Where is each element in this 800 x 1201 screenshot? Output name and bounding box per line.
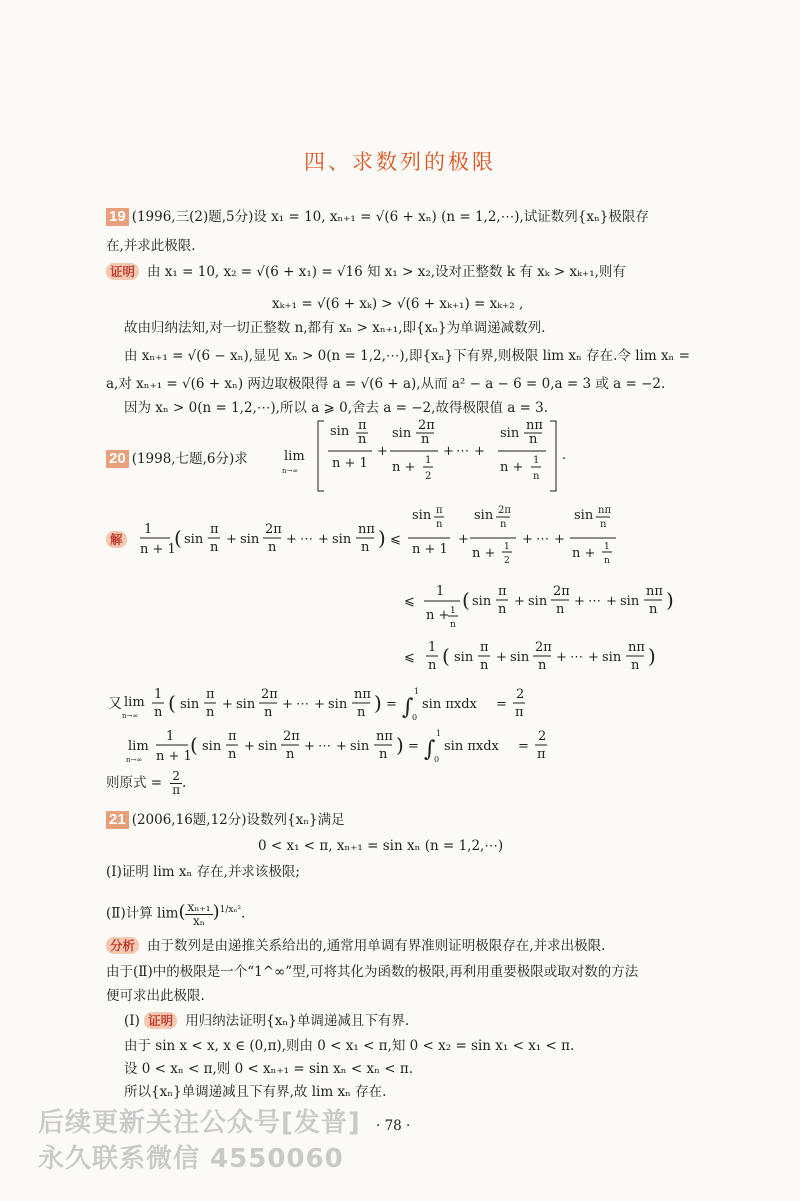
sin-label: sin xyxy=(258,739,278,754)
problem-20-text: (1998,七题,6分)求 xyxy=(131,451,248,467)
frac-num: nπ xyxy=(358,522,375,537)
frac-den: n + 1 xyxy=(156,749,192,764)
frac-den: n xyxy=(533,471,540,482)
proof-tag: 证明 xyxy=(144,1012,177,1029)
frac-num: 2 xyxy=(516,687,525,702)
plus-sign: + xyxy=(496,650,507,665)
frac-num: nπ xyxy=(526,418,543,433)
proof-21-line-c: 所以{xₙ}单调递减且下有界,故 lim xₙ 存在. xyxy=(124,1084,387,1100)
dots: ⋯ xyxy=(536,532,549,547)
frac-den: n xyxy=(154,705,163,720)
frac-num: 1 xyxy=(604,542,610,552)
le-sign: ⩽ xyxy=(404,594,415,609)
plus-sign: + xyxy=(474,444,485,459)
frac-den: n + 1 xyxy=(140,542,176,557)
plus-sign: + xyxy=(606,594,617,609)
solution-20-line1 xyxy=(140,505,700,575)
eq-sign: = xyxy=(408,739,419,754)
plus-sign: + xyxy=(286,532,297,547)
right-bracket xyxy=(550,421,556,491)
frac-den: n xyxy=(206,705,215,720)
frac-den: 2 xyxy=(504,556,510,566)
plus-sign: + xyxy=(244,739,255,754)
frac-num: 1 xyxy=(504,542,510,552)
frac-den: n xyxy=(379,747,388,762)
plus-sign: + xyxy=(318,532,329,547)
eq-sign: = xyxy=(386,697,397,712)
sin-label: sin xyxy=(184,532,204,547)
analysis-tag: 分析 xyxy=(106,937,139,954)
paren: ) xyxy=(374,691,382,715)
paren: ( xyxy=(462,588,470,612)
plus-sign: + xyxy=(554,532,565,547)
dots: ⋯ xyxy=(456,444,469,459)
section-title: 四、求数列的极限 xyxy=(304,150,496,174)
frac-num: π xyxy=(206,687,215,702)
proof-part-label: (Ⅰ) xyxy=(124,1013,140,1029)
paren: ( xyxy=(190,733,198,757)
q2-numerator: xₙ₊₁ xyxy=(187,899,211,914)
frac-den: n + xyxy=(426,608,450,623)
plus-sign: + xyxy=(574,594,585,609)
plus-sign: + xyxy=(443,444,454,459)
frac-den: n xyxy=(357,705,366,720)
plus-sign: + xyxy=(336,739,347,754)
sin-label: sin xyxy=(180,697,200,712)
frac-den: 2 xyxy=(425,471,432,482)
frac-num: nπ xyxy=(628,640,645,655)
frac-num: 1 xyxy=(533,455,540,466)
plus-sign: + xyxy=(314,697,325,712)
frac-num: 2π xyxy=(283,729,300,744)
sin-label: sin xyxy=(240,532,260,547)
sin-label: sin xyxy=(350,739,370,754)
sin-label: sin xyxy=(528,594,548,609)
frac-den: n xyxy=(556,602,565,617)
integral-upper: 1 xyxy=(436,729,442,738)
frac-den: n xyxy=(538,658,547,673)
problem-21-head xyxy=(106,810,345,830)
frac-num: π xyxy=(436,505,443,516)
lim-subscript: n→∞ xyxy=(126,756,143,764)
frac-num: 1 xyxy=(436,584,445,599)
integral-upper: 1 xyxy=(414,687,420,696)
problem-19-line1: (1996,三(2)题,5分)设 x₁ = 10, xₙ₊₁ = √(6 + xₙ) (n = 1,2,⋯),试证数列{xₙ}极限存 xyxy=(131,209,649,225)
frac-num: π xyxy=(498,584,507,599)
plus-sign: + xyxy=(522,532,533,547)
proof-21-head xyxy=(124,1011,409,1031)
proof-21-line-b: 设 0 < xₙ < π,则 0 < xₙ₊₁ = sin xₙ < xₙ < π. xyxy=(124,1061,414,1077)
watermark-line2: 永久联系微信 4550060 xyxy=(38,1144,344,1174)
paren: ( xyxy=(442,644,450,668)
frac-den: n xyxy=(498,602,507,617)
problem-19-statement xyxy=(106,207,649,227)
frac-num: 1 xyxy=(166,729,175,744)
frac-den: n xyxy=(604,556,610,566)
frac-den: n + xyxy=(572,546,596,561)
question2-fraction xyxy=(185,901,212,928)
frac-den: n xyxy=(421,432,430,447)
frac-num: π xyxy=(210,522,219,537)
eq-sign: = xyxy=(496,697,507,712)
solution-tag-row xyxy=(106,530,135,550)
frac-den: n xyxy=(361,540,370,555)
problem-21-condition: 0 < x₁ < π, xₙ₊₁ = sin xₙ (n = 1,2,⋯) xyxy=(258,838,504,854)
frac-num: 2π xyxy=(261,687,278,702)
sin-label: sin xyxy=(392,426,412,441)
sin-label: sin xyxy=(236,697,256,712)
paren: ) xyxy=(396,733,404,757)
frac-den: n xyxy=(210,540,219,555)
plus-sign: + xyxy=(556,650,567,665)
problem-21-question2: (Ⅱ)计算 lim( $\frac{\text{xₙ₊₁}}{\text{xₙ}}$ )$^{1/x_n^2}$. xyxy=(106,899,246,928)
frac-num: π xyxy=(358,418,367,433)
sin-label: sin xyxy=(472,594,492,609)
lim-symbol: lim xyxy=(128,739,149,754)
frac-den: n + 1 xyxy=(412,542,448,557)
frac-den: n xyxy=(358,432,367,447)
sin-label: sin xyxy=(510,650,530,665)
sin-label: sin xyxy=(620,594,640,609)
solution-20-limit2 xyxy=(124,724,624,770)
frac-den: n xyxy=(600,519,607,530)
frac-num: 1 xyxy=(428,640,437,655)
frac-num: nπ xyxy=(376,729,393,744)
left-bracket xyxy=(318,421,324,491)
proof-19-line1 xyxy=(106,262,626,282)
also-label: 又 xyxy=(108,696,122,712)
result-prefix: 则原式 = xyxy=(106,775,163,791)
proof-19-line3: 故由归纳法知,对一切正整数 n,都有 xₙ > xₙ₊₁,即{xₙ}为单调递减数列. xyxy=(124,320,546,336)
lim-subscript: n→∞ xyxy=(282,467,299,475)
analysis-text1: 由于数列是由递推关系给出的,通常用单调有界准则证明极限存在,并求出极限. xyxy=(147,938,606,954)
sin-label: sin xyxy=(454,650,474,665)
le-sign: ⩽ xyxy=(404,650,415,665)
paren: ) xyxy=(378,526,386,550)
plus-sign: + xyxy=(304,739,315,754)
sin-label: sin xyxy=(602,650,622,665)
le-sign: ⩽ xyxy=(390,532,401,547)
frac-num: 1 xyxy=(154,687,163,702)
problem-number: 19 xyxy=(106,208,129,226)
result-line xyxy=(106,770,186,797)
problem-19-line2: 在,并求此极限. xyxy=(106,238,196,254)
paren: ) xyxy=(666,588,674,612)
plus-sign: + xyxy=(514,594,525,609)
frac-num: 1 xyxy=(425,455,432,466)
page-number: · 78 · xyxy=(376,1118,411,1134)
problem-21-question1: (Ⅰ)证明 lim xₙ 存在,并求该极限; xyxy=(106,864,300,880)
proof-19-line6: 因为 xₙ > 0(n = 1,2,⋯),所以 a ⩾ 0,舍去 a = −2,故得极限值 a = 3. xyxy=(124,400,549,416)
frac-num: π xyxy=(480,640,489,655)
result-fraction xyxy=(170,770,182,797)
frac-den: n xyxy=(500,519,507,530)
frac-num: nπ xyxy=(646,584,663,599)
integrand: sin πxdx xyxy=(444,739,499,754)
integral-icon: ∫ xyxy=(424,737,436,762)
sin-label: sin xyxy=(412,508,432,523)
proof-21-line-a: 由于 sin x < x, x ∈ (0,π),则由 0 < x₁ < π,知 0 < x₂ = sin x₁ < x₁ < π. xyxy=(124,1038,575,1054)
frac-den: n xyxy=(649,602,658,617)
frac-den: n xyxy=(436,519,443,530)
frac-den: n + xyxy=(472,546,496,561)
analysis-line3: 便可求出此极限. xyxy=(106,988,205,1004)
problem-20-head xyxy=(106,449,248,469)
result-denominator: π xyxy=(172,783,181,797)
sin-label: sin xyxy=(328,697,348,712)
dots: ⋯ xyxy=(296,697,309,712)
dots: ⋯ xyxy=(300,532,313,547)
frac-num: nπ xyxy=(598,505,612,516)
frac-num: 1 xyxy=(450,606,456,616)
frac-num: 1 xyxy=(144,522,153,537)
sin-label: sin xyxy=(474,508,494,523)
frac-den: n + xyxy=(500,460,524,475)
frac-den: n xyxy=(286,747,295,762)
frac-den: n + xyxy=(392,460,416,475)
integrand: sin πxdx xyxy=(422,697,477,712)
frac-den: n xyxy=(480,658,489,673)
frac-num: 2π xyxy=(498,505,511,516)
frac-num: 2π xyxy=(418,418,435,433)
solution-20-line2 xyxy=(400,575,720,635)
integral-icon: ∫ xyxy=(402,695,414,720)
frac-num: 2π xyxy=(553,584,570,599)
frac-num: 2 xyxy=(538,729,547,744)
frac-den: n xyxy=(268,540,277,555)
plus-sign: + xyxy=(458,532,469,547)
sin-label: sin xyxy=(500,426,520,441)
period: . xyxy=(240,905,246,922)
paren: ( xyxy=(168,691,176,715)
dots: ⋯ xyxy=(588,594,601,609)
frac-den: n xyxy=(529,432,538,447)
period: . xyxy=(562,448,567,463)
dots: ⋯ xyxy=(318,739,331,754)
proof-19-line4: 由 xₙ₊₁ = √(6 − xₙ),显见 xₙ > 0(n = 1,2,⋯),即{xₙ}下有界,则极限 lim xₙ 存在.令 lim xₙ = xyxy=(124,348,690,364)
paren: ) xyxy=(648,644,656,668)
plus-sign: + xyxy=(282,697,293,712)
integral-lower: 0 xyxy=(412,713,418,722)
frac-num: nπ xyxy=(354,687,371,702)
sin-label: sin xyxy=(332,532,352,547)
period: . xyxy=(182,775,187,791)
frac-num: 2π xyxy=(535,640,552,655)
solution-tag: 解 xyxy=(106,531,127,548)
eq-sign: = xyxy=(518,739,529,754)
frac-den: n xyxy=(631,658,640,673)
frac-num: π xyxy=(228,729,237,744)
frac-den: n xyxy=(450,620,456,630)
analysis-line2: 由于(Ⅱ)中的极限是一个“1^∞”型,可将其化为函数的极限,再利用重要极限或取对数的方法 xyxy=(106,964,639,980)
plus-sign: + xyxy=(588,650,599,665)
frac-den: n xyxy=(264,705,273,720)
integral-lower: 0 xyxy=(434,755,440,764)
proof-19-text1: 由 x₁ = 10, x₂ = √(6 + x₁) = √16 知 x₁ > x₂,设对正整数 k 有 xₖ > xₖ₊₁,则有 xyxy=(147,264,626,280)
paren: ( xyxy=(174,526,182,550)
dots: ⋯ xyxy=(570,650,583,665)
sin-label: sin xyxy=(574,508,594,523)
plus-sign: + xyxy=(226,532,237,547)
question2-prefix: (Ⅱ)计算 lim xyxy=(106,905,179,922)
solution-20-line3 xyxy=(400,635,720,685)
sin-label: sin xyxy=(330,424,350,439)
watermark-line1: 后续更新关注公众号[发普] xyxy=(38,1108,361,1138)
frac-den: n xyxy=(228,747,237,762)
proof-19-line5: a,对 xₙ₊₁ = √(6 + xₙ) 两边取极限得 a = √(6 + a),从而 a² − a − 6 = 0,a = 3 或 a = −2. xyxy=(106,376,666,392)
problem-21-text: (2006,16题,12分)设数列{xₙ}满足 xyxy=(131,812,345,828)
frac-den: n xyxy=(428,658,437,673)
q2-exponent: 1/xₙ² xyxy=(219,905,241,915)
plus-sign: + xyxy=(222,697,233,712)
frac-den: π xyxy=(537,747,546,762)
lim-symbol: lim xyxy=(124,695,145,710)
proof-21-text: 用归纳法证明{xₙ}单调递减且下有界. xyxy=(185,1013,410,1029)
problem-20-formula xyxy=(280,415,600,495)
proof-19-line2: xₖ₊₁ = √(6 + xₖ) > √(6 + xₖ₊₁) = xₖ₊₂ , xyxy=(272,296,524,312)
solution-20-limit1 xyxy=(106,682,606,728)
plus-sign: + xyxy=(377,444,388,459)
analysis-line1 xyxy=(106,936,605,956)
problem-number: 20 xyxy=(106,450,129,468)
frac-den: π xyxy=(515,705,524,720)
sin-label: sin xyxy=(202,739,222,754)
frac-den: n + 1 xyxy=(332,456,368,471)
lim-subscript: n→∞ xyxy=(122,712,139,720)
proof-tag: 证明 xyxy=(106,263,139,280)
result-numerator: 2 xyxy=(172,769,181,783)
problem-number: 21 xyxy=(106,811,129,829)
q2-denominator: xₙ xyxy=(193,913,205,928)
frac-num: 2π xyxy=(265,522,282,537)
lim-symbol: lim xyxy=(284,449,305,464)
